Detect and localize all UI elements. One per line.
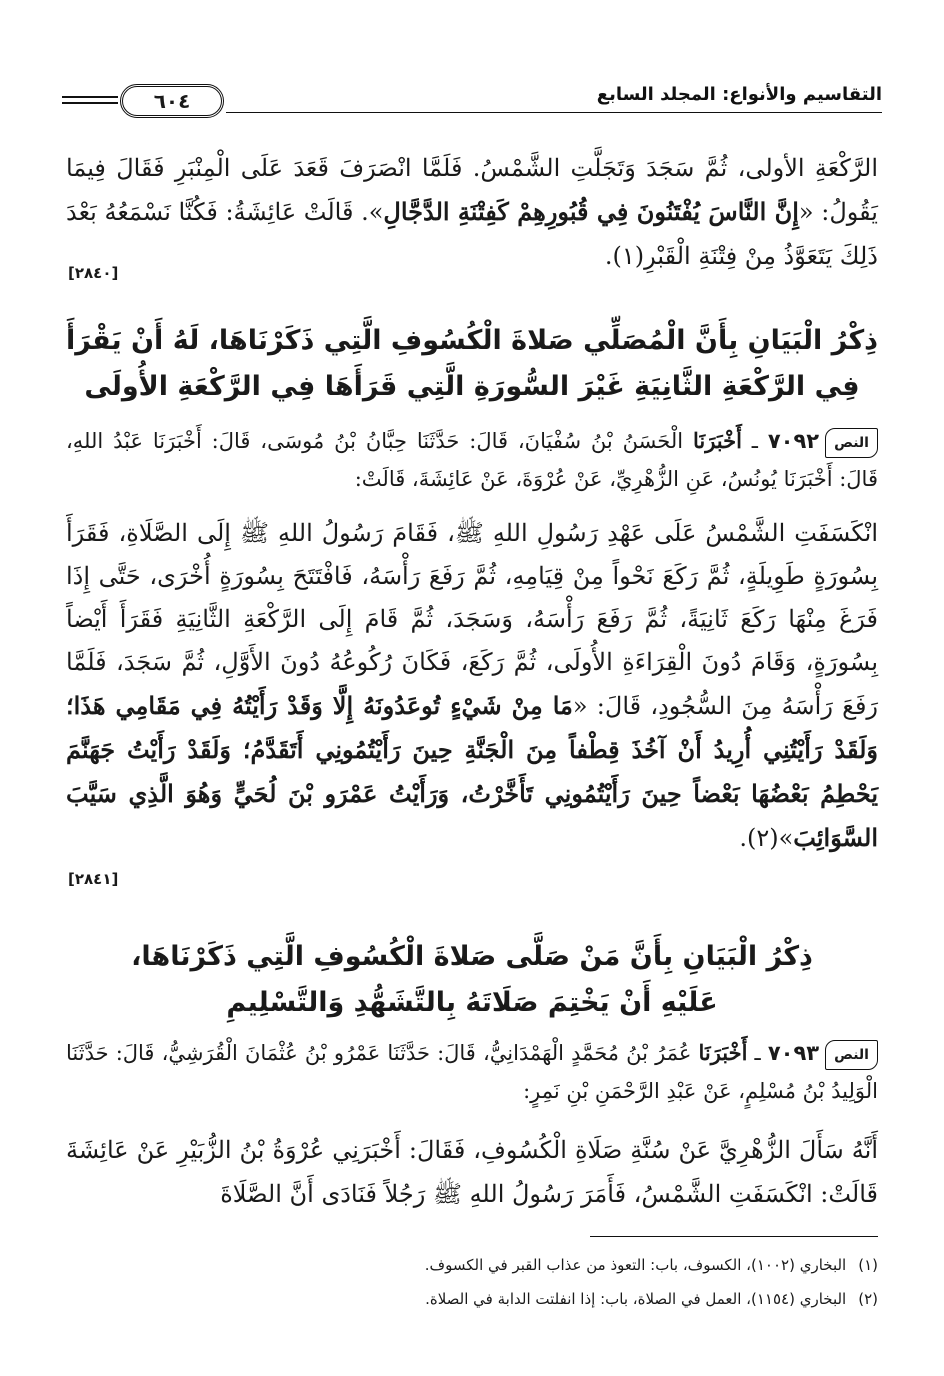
isnad-opening: أَخْبَرَنَا [692, 428, 742, 453]
hadith-quote: مَا مِنْ شَيْءٍ تُوعَدُونَهُ إِلَّا وَقَدْ رَأَيْتُهُ فِي مَقَامِي هَذَا؛ وَلَقَدْ رَأَيْتُنِي أُرِيدُ أَنْ آخُذَ قِطْفاً مِنَ الْجَنَّةِ حِينَ رَأَيْتُمُونِي أَتَقَدَّمُ؛ وَلَقَدْ رَأَيْتُ جَهَنَّمَ يَحْطِمُ بَعْضُهَا بَعْضاً حِينَ رَأَيْتُمُونِي تَأَخَّرْتُ، وَرَأَيْتُ عَمْرَو بْنَ لُحَيٍّ وَهُوَ الَّذِي سَيَّبَ السَّوَائِبَ [66, 691, 878, 852]
hadith-quote: إِنَّ النَّاسَ يُفْتَنُونَ فِي قُبُورِهِمْ كَفِتْنَةِ الدَّجَّالِ [383, 197, 799, 226]
hadith-isnad: النص٧٠٩٢ ـ أَخْبَرَنَا الْحَسَنُ بْنُ سُفْيَانَ، قَالَ: حَدَّثَنَا حِبَّانُ بْنُ مُوسَى، قَالَ: أَخْبَرَنَا عَبْدُ اللهِ، قَالَ: أَخْبَرَنَا يُونُسُ، عَنِ الزُّهْرِيِّ، عَنْ عُرْوَةَ، عَنْ عَائِشَةَ، قَالَتْ: [66, 428, 878, 491]
footnote-number: (٢) [858, 1290, 878, 1308]
paragraph-continuation [66, 146, 878, 278]
footnote-text: البخاري (١٠٠٢)، الكسوف، باب: التعوذ من عذاب القبر في الكسوف. [424, 1256, 847, 1274]
text-marker-badge: النص [825, 1040, 878, 1070]
chapter-heading [60, 934, 884, 1026]
heading-line: فِي الرَّكْعَةِ الثَّانِيَةِ غَيْرَ السُّورَةِ الَّتِي قَرَأَهَا فِي الرَّكْعَةِ الأُولَى [84, 371, 860, 402]
paragraph-text: »(٢). [739, 824, 794, 852]
isnad-text: الْحَسَنُ بْنُ سُفْيَانَ، قَالَ: حَدَّثَنَا حِبَّانُ بْنُ مُوسَى، قَالَ: أَخْبَرَنَا عَبْدُ اللهِ، قَالَ: أَخْبَرَنَا يُونُسُ، عَنِ الزُّهْرِيِّ، عَنْ عُرْوَةَ، عَنْ عَائِشَةَ، قَالَتْ: [66, 429, 878, 491]
footnote-number: (١) [858, 1256, 878, 1274]
hadith-number: ٧٠٩٣ [767, 1041, 820, 1065]
running-header [62, 76, 882, 124]
chapter-heading [60, 318, 884, 410]
hadith-matn [66, 512, 878, 860]
header-rule [226, 112, 882, 113]
hadith-isnad: النص٧٠٩٣ ـ أَخْبَرَنَا عُمَرُ بْنُ مُحَمَّدٍ الْهَمْدَانِيُّ، قَالَ: حَدَّثَنَا عَمْرُو بْنُ عُثْمَانَ الْقُرَشِيُّ، قَالَ: حَدَّثَنَا الْوَلِيدُ بْنُ مُسْلِمٍ، عَنْ عَبْدِ الرَّحْمَنِ بْنِ نَمِرٍ: [66, 1040, 878, 1103]
header-rule [62, 102, 118, 104]
footnote [66, 1286, 878, 1312]
hadith-number: ٧٠٩٢ [767, 429, 820, 453]
hadith-reference: [٢٨٤٠] [68, 264, 119, 282]
footnote [66, 1252, 878, 1278]
paragraph-text: انْكَسَفَتِ الشَّمْسُ عَلَى عَهْدِ رَسُولِ اللهِ ﷺ، فَقَامَ رَسُولُ اللهِ ﷺ إِلَى الصَّلَاةِ، فَقَرَأَ بِسُورَةٍ طَوِيلَةٍ، ثُمَّ رَكَعَ نَحْواً مِنْ قِيَامِهِ، ثُمَّ رَفَعَ رَأْسَهُ، فَافْتَتَحَ بِسُورَةٍ أُخْرَى، حَتَّى إِذَا فَرَغَ مِنْهَا رَكَعَ ثَانِيَةً، ثُمَّ رَفَعَ رَأْسَهُ، وَسَجَدَ، ثُمَّ قَامَ إِلَى الرَّكْعَةِ الثَّانِيَةِ فَقَرَأَ أَيْضاً بِسُورَةٍ، وَقَامَ دُونَ الْقِرَاءَةِ الأُولَى، ثُمَّ رَكَعَ، فَكَانَ رُكُوعُهُ دُونَ الأَوَّلِ، ثُمَّ سَجَدَ، فَلَمَّا رَفَعَ رَأْسَهُ مِنَ السُّجُودِ، قَالَ: « [66, 519, 879, 720]
heading-line: ذِكْرُ الْبَيَانِ بِأَنَّ مَنْ صَلَّى صَلاةَ الْكُسُوفِ الَّتِي ذَكَرْنَاهَا، [131, 941, 813, 972]
heading-line: عَلَيْهِ أَنْ يَخْتِمَ صَلَاتَهُ بِالتَّشَهُّدِ وَالتَّسْلِيمِ [226, 987, 718, 1018]
page-number: ٦٠٤ [120, 84, 224, 118]
isnad-text: عُمَرُ بْنُ مُحَمَّدٍ الْهَمْدَانِيُّ، قَالَ: حَدَّثَنَا عَمْرُو بْنُ عُثْمَانَ الْقُرَشِيُّ، قَالَ: حَدَّثَنَا الْوَلِيدُ بْنُ مُسْلِمٍ، عَنْ عَبْدِ الرَّحْمَنِ بْنِ نَمِرٍ: [66, 1041, 878, 1103]
header-title: التقاسيم والأنواع: المجلد السابع [596, 84, 882, 105]
text-marker-badge: النص [825, 428, 878, 458]
paragraph-text: ». قَالَتْ عَائِشَةُ: فَكُنَّا نَسْمَعُهُ بَعْدَ ذَلِكَ يَتَعَوَّذُ مِنْ فِتْنَةِ الْقَبْرِ(١). [66, 198, 878, 270]
paragraph-text: أَنَّهُ سَأَلَ الزُّهْرِيَّ عَنْ سُنَّةِ صَلَاةِ الْكُسُوفِ، فَقَالَ: أَخْبَرَنِي عُرْوَةُ بْنُ الزُّبَيْرِ عَنْ عَائِشَةَ قَالَتْ: انْكَسَفَتِ الشَّمْسُ، فَأَمَرَ رَسُولُ اللهِ ﷺ رَجُلاً فَنَادَى أَنَّ الصَّلَاةَ [66, 1136, 878, 1208]
paragraph-text: الرَّكْعَةِ الأولى، ثُمَّ سَجَدَ وَتَجَلَّتِ الشَّمْسُ. فَلَمَّا انْصَرَفَ قَعَدَ عَلَى الْمِنْبَرِ فَقَالَ فِيمَا يَقُولُ: « [66, 154, 878, 226]
hadith-reference: [٢٨٤١] [68, 870, 119, 888]
heading-line: ذِكْرُ الْبَيَانِ بِأَنَّ الْمُصَلِّي صَلاةَ الْكُسُوفِ الَّتِي ذَكَرْنَاهَا، لَهُ أَنْ يَقْرَأَ [65, 325, 879, 356]
header-rule [62, 96, 118, 98]
isnad-opening: أَخْبَرَنَا [698, 1040, 748, 1065]
footnote-text: البخاري (١١٥٤)، العمل في الصلاة، باب: إذا انفلتت الدابة في الصلاة. [425, 1290, 847, 1308]
footnote-rule [590, 1236, 878, 1237]
hadith-matn [66, 1128, 878, 1216]
